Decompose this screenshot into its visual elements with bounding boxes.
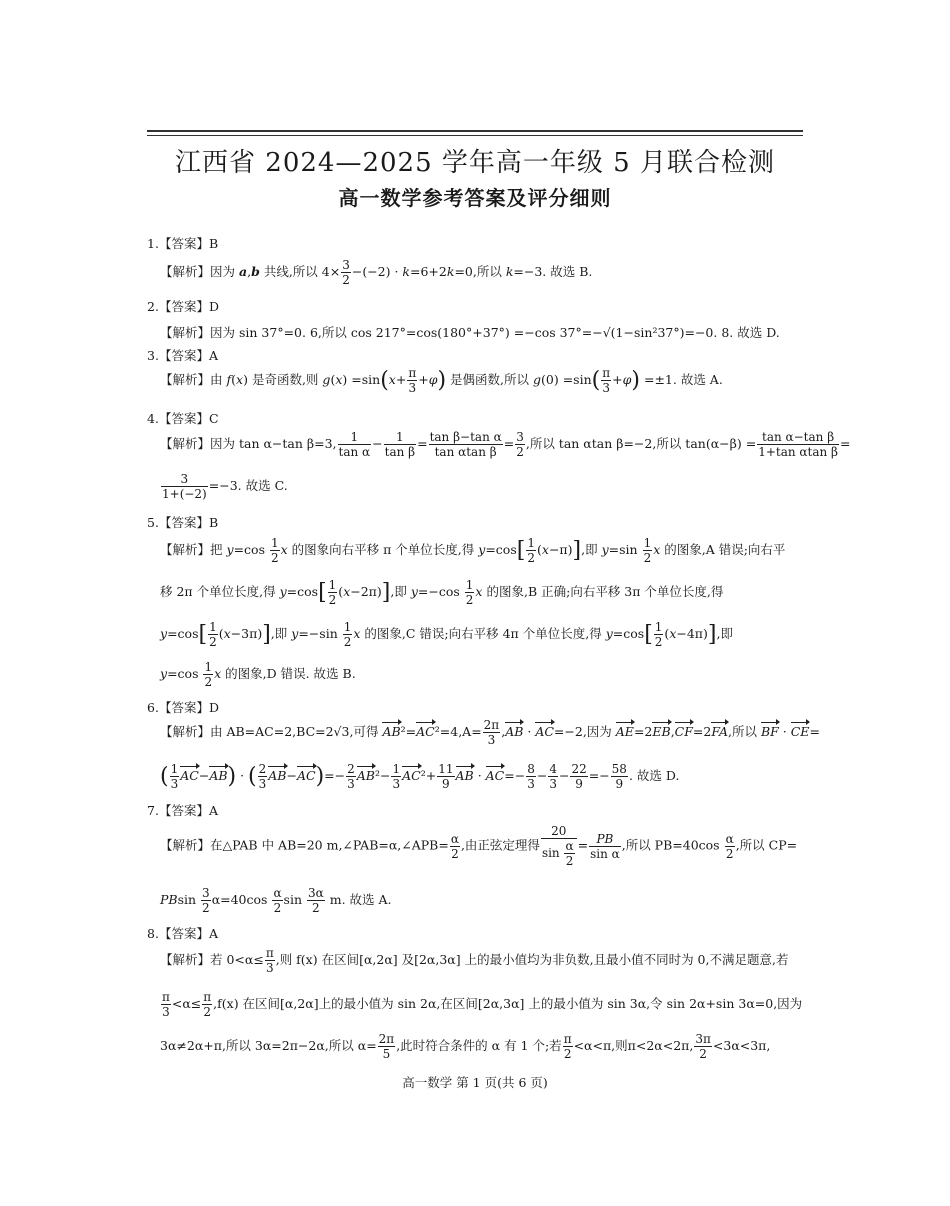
page-title: 江西省 2024—2025 学年高一年级 5 月联合检测 [175,148,775,178]
solution-4-line1: 【解析】因为 tan α−tan β=3, $\frac{1}{\text{tan α}}$ − $\frac{1}{\text{tan β}}$ = $\frac{\text{tan β−tan α}}{\text{tan αtan β}}$ = $\frac{3}{2}$ ,所以 tan αtan β=−2,所以 tan(α−β) = $\frac{\text{tan α−tan β}}{\text{1+tan αtan β}}$ = [160,430,851,459]
solution-8-line2: $\frac{\pi}{3}$ <α≤ $\frac{\pi}{2}$ ,f(x) 在区间[α,2α]上的最小值为 sin 2α,在区间[2α,3α] 上的最小值为 sin 3α,令 sin 2α+sin 3α=0,因为 [162,990,803,1019]
answer-5: 5.【答案】B [147,515,219,530]
solution-5-line3: y=cos[ $\frac{1}{2}$ (x−3π)],即 y=−sin $\frac{1}{2}$ x 的图象,C 错误;向右平移 4π 个单位长度,得 y=cos[ $\frac{1}{2}$ (x−4π)],即 [160,620,733,649]
solution-5-line1: 【解析】把 y=cos $\frac{1}{2}$ x 的图象向右平移 π 个单位长度,得 y=cos[ $\frac{1}{2}$ (x−π)],即 y=sin $\frac{1}{2}$ x 的图象,A 错误;向右平 [160,536,786,565]
answer-3: 3.【答案】A [147,348,218,363]
solution-8-line1: 【解析】若 0<α≤ $\frac{\pi}{3}$ ,则 f(x) 在区间[α,2α] 及[2α,3α] 上的最小值均为非负数,且最小值不同时为 0,不满足题意,若 [160,946,789,975]
page-subtitle: 高一数学参考答案及评分细则 [338,186,612,210]
header-rule [147,130,803,132]
solution-1: 【解析】因为 a,b 共线,所以 4× $\frac{3}{2}$ −(−2) · k=6+2k=0,所以 k=−3. 故选 B. [160,258,593,287]
answer-7: 7.【答案】A [147,803,218,818]
solution-2: 【解析】因为 sin 37°=0. 6,所以 cos 217°=cos(180°+37°) =−cos 37°=−√(1−sin²37°)=−0. 8. 故选 D. [160,325,780,340]
answer-6: 6.【答案】D [147,700,219,715]
answer-2: 2.【答案】D [147,299,219,314]
solution-7-line1: 【解析】在△PAB 中 AB=20 m,∠PAB=α,∠APB= $\frac{\alpha}{2}$ ,由正弦定理得 20 sin $\frac{\alpha}{2}$ = $\frac{PB}{\text{sin α}}$ ,所以 PB=40cos $\frac{\alpha}{2}$ ,所以 CP= [160,824,798,868]
answer-1: 1.【答案】B [147,236,219,251]
answer-4: 4.【答案】C [147,411,219,426]
solution-8-line3: 3α≠2α+π,所以 3α=2π−2α,所以 α= $\frac{2\pi}{5}$ ,此时符合条件的 α 有 1 个;若 $\frac{\pi}{2}$ <α<π,则π<2α<2π, $\frac{3\pi}{2}$ <3α<3π, [160,1032,771,1061]
solution-3: 【解析】由 f(x) 是奇函数,则 g(x) =sin(x+ $\frac{\pi}{3}$ +φ) 是偶函数,所以 g(0) =sin( $\frac{\pi}{3}$ +φ) =±1. 故选 A. [160,366,723,395]
page-footer: 高一数学 第 1 页(共 6 页) [402,1075,548,1090]
solution-6-line2: ( $\frac{1}{3}$ AC−AB) · ( $\frac{2}{3}$ AB−AC)=− $\frac{2}{3}$ AB²− $\frac{1}{3}$ AC²+ $\frac{11}{9}$ AB · AC=− $\frac{8}{3}$ − $\frac{4}{3}$ − $\frac{22}{9}$ =− $\frac{58}{9}$ . 故选 D. [160,762,680,791]
solution-5-line2: 移 2π 个单位长度,得 y=cos[ $\frac{1}{2}$ (x−2π)],即 y=−cos $\frac{1}{2}$ x 的图象,B 正确;向右平移 3π 个单位长度,得 [160,578,724,607]
header-rule-thin [147,135,803,136]
solution-4-line2: $\frac{3}{1+(-2)}$ =−3. 故选 C. [162,472,288,501]
answer-8: 8.【答案】A [147,926,218,941]
solution-6-line1: 【解析】由 AB=AC=2,BC=2√3,可得 AB²=AC²=4,A= $\frac{2\pi}{3}$ ,AB · AC=−2,因为 AE=2EB,CF=2FA,所以 BF · CE= [160,718,820,747]
solution-5-line4: y=cos $\frac{1}{2}$ x 的图象,D 错误. 故选 B. [160,660,356,689]
solution-7-line2: PBsin $\frac{3}{2}$ α=40cos $\frac{\alpha}{2}$ sin $\frac{3\alpha}{2}$ m. 故选 A. [160,886,392,915]
